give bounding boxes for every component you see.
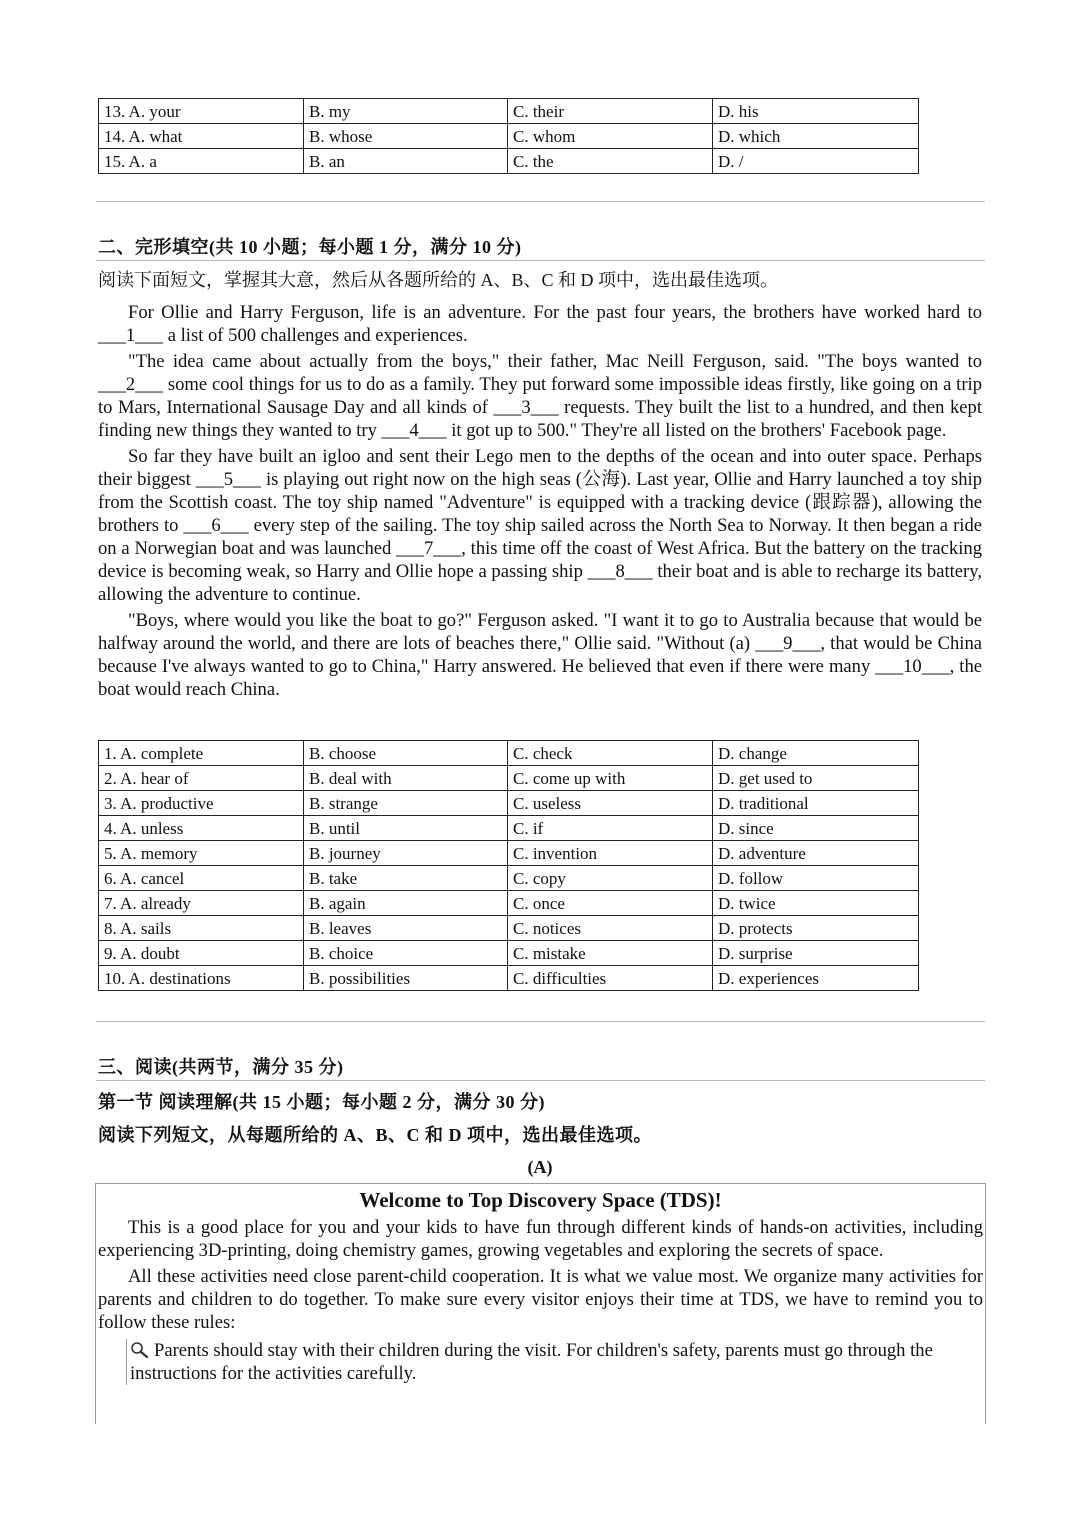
option-cell: D. surprise	[713, 941, 919, 966]
option-cell: D. experiences	[713, 966, 919, 991]
option-cell: C. check	[508, 741, 713, 766]
option-cell: C. useless	[508, 791, 713, 816]
passage-paragraph: All these activities need close parent-child cooperation. It is what we value most. We organize many activities for parents and children to do together. To make sure every visitor enjoys their time at TDS, we have to remind you to follow these rules:	[98, 1266, 983, 1333]
option-cell: B. take	[304, 866, 508, 891]
option-cell: B. whose	[304, 124, 508, 149]
divider	[96, 201, 985, 202]
table-row	[99, 791, 919, 816]
grammar-options-table	[98, 98, 919, 174]
table-row	[99, 891, 919, 916]
reading-passage-box	[95, 1183, 986, 1424]
option-cell: 15. A. a	[99, 149, 304, 174]
option-cell: C. invention	[508, 841, 713, 866]
table-row	[99, 741, 919, 766]
passage-body	[96, 1216, 985, 1334]
table-row	[99, 841, 919, 866]
passage-label: (A)	[527, 1157, 553, 1177]
section-3-title: 三、阅读(共两节，满分 35 分)	[98, 1057, 344, 1077]
option-cell: C. once	[508, 891, 713, 916]
option-cell: 3. A. productive	[99, 791, 304, 816]
option-cell: B. choice	[304, 941, 508, 966]
passage-paragraph: So far they have built an igloo and sent their Lego men to the depths of the ocean and into outer space. Perhaps their biggest ___5___ is playing out right now on the high seas (公海). Last year, Ollie and Harry launched a toy ship from the Scottish coast. The toy ship named "Adventure" is equipped with a tracking device (跟踪器), allowing the brothers to ___6___ every step of the sailing. The toy ship sailed across the North Sea to Norway. It then began a ride on a Norwegian boat and was launched ___7___, this time off the coast of West Africa. But the battery on the tracking device is becoming weak, so Harry and Ollie hope a passing ship ___8___ their boat and is able to recharge its battery, allowing the adventure to continue.	[98, 446, 982, 605]
option-cell: D. since	[713, 816, 919, 841]
part-1-instruction: 阅读下列短文，从每题所给的 A、B、C 和 D 项中，选出最佳选项。	[98, 1125, 653, 1145]
option-cell: C. if	[508, 816, 713, 841]
table-row	[99, 816, 919, 841]
table-row	[99, 941, 919, 966]
option-cell: 10. A. destinations	[99, 966, 304, 991]
table-row	[99, 966, 919, 991]
table-row	[99, 149, 919, 174]
passage-paragraph: This is a good place for you and your kids to have fun through different kinds of hands-on activities, including experiencing 3D-printing, doing chemistry games, growing vegetables and exploring the secrets of space.	[98, 1217, 983, 1261]
option-cell: 2. A. hear of	[99, 766, 304, 791]
option-cell: B. until	[304, 816, 508, 841]
option-cell: 8. A. sails	[99, 916, 304, 941]
option-cell: C. the	[508, 149, 713, 174]
option-cell: 5. A. memory	[99, 841, 304, 866]
option-cell: B. my	[304, 99, 508, 124]
section-2-title: 二、完形填空(共 10 小题；每小题 1 分，满分 10 分)	[98, 237, 522, 257]
option-cell: D. protects	[713, 916, 919, 941]
passage-paragraph: "The idea came about actually from the boys," their father, Mac Neill Ferguson, said. "The boys wanted to ___2___ some cool things for us to do as a family. They put forward some impossible ideas firstly, like going on a trip to Mars, International Sausage Day and all kinds of ___3___ requests. They built the list to a hundred, and then kept finding new things they wanted to try ___4___ it got up to 500." They're all listed on the brothers' Facebook page.	[98, 351, 982, 441]
option-cell: D. twice	[713, 891, 919, 916]
option-cell: C. notices	[508, 916, 713, 941]
option-cell: C. whom	[508, 124, 713, 149]
option-cell: C. their	[508, 99, 713, 124]
option-cell: C. copy	[508, 866, 713, 891]
option-cell: B. leaves	[304, 916, 508, 941]
option-cell: B. journey	[304, 841, 508, 866]
rule-text: Parents should stay with their children during the visit. For children's safety, parents must go through the instructions for the activities carefully.	[130, 1340, 933, 1384]
option-cell: B. strange	[304, 791, 508, 816]
option-cell: D. /	[713, 149, 919, 174]
option-cell: 6. A. cancel	[99, 866, 304, 891]
option-cell: 13. A. your	[99, 99, 304, 124]
table-row	[99, 99, 919, 124]
table-row	[99, 866, 919, 891]
passage-paragraph: For Ollie and Harry Ferguson, life is an adventure. For the past four years, the brothers have worked hard to ___1___ a list of 500 challenges and experiences.	[98, 302, 982, 346]
option-cell: 7. A. already	[99, 891, 304, 916]
rule-item	[126, 1339, 985, 1385]
divider	[96, 260, 985, 261]
option-cell: B. choose	[304, 741, 508, 766]
section-2-instruction: 阅读下面短文，掌握其大意，然后从各题所给的 A、B、C 和 D 项中，选出最佳选项。	[98, 270, 779, 290]
passage-title: Welcome to Top Discovery Space (TDS)!	[359, 1188, 722, 1212]
option-cell: D. change	[713, 741, 919, 766]
option-cell: D. get used to	[713, 766, 919, 791]
option-cell: D. which	[713, 124, 919, 149]
option-cell: 9. A. doubt	[99, 941, 304, 966]
option-cell: D. follow	[713, 866, 919, 891]
option-cell: D. traditional	[713, 791, 919, 816]
option-cell: B. possibilities	[304, 966, 508, 991]
option-cell: C. come up with	[508, 766, 713, 791]
divider	[96, 1021, 985, 1022]
table-row	[99, 766, 919, 791]
table-row	[99, 916, 919, 941]
option-cell: 4. A. unless	[99, 816, 304, 841]
option-cell: B. deal with	[304, 766, 508, 791]
option-cell: C. mistake	[508, 941, 713, 966]
divider	[96, 1080, 985, 1081]
table-row	[99, 124, 919, 149]
magnifier-icon	[130, 1341, 150, 1359]
cloze-passage	[98, 301, 982, 704]
part-1-title: 第一节 阅读理解(共 15 小题；每小题 2 分，满分 30 分)	[98, 1092, 545, 1112]
option-cell: 1. A. complete	[99, 741, 304, 766]
option-cell: B. again	[304, 891, 508, 916]
passage-paragraph: "Boys, where would you like the boat to go?" Ferguson asked. "I want it to go to Australia because that would be halfway around the world, and there are lots of beaches there," Ollie said. "Without (a) ___9___, that would be China because I've always wanted to go to China," Harry answered. He believed that even if there were many ___10___, the boat would reach China.	[98, 610, 982, 700]
option-cell: C. difficulties	[508, 966, 713, 991]
option-cell: 14. A. what	[99, 124, 304, 149]
option-cell: D. his	[713, 99, 919, 124]
option-cell: B. an	[304, 149, 508, 174]
cloze-options-table	[98, 740, 919, 991]
option-cell: D. adventure	[713, 841, 919, 866]
